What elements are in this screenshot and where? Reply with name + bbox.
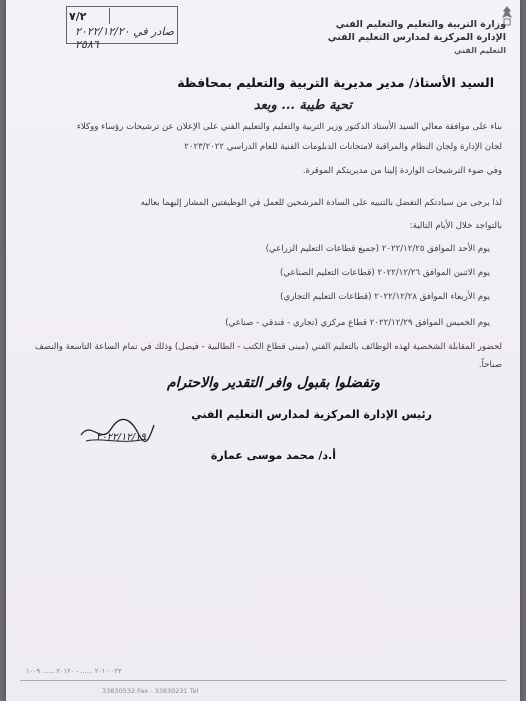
reference-number: ٧/٢ xyxy=(69,10,87,23)
signatory-title: رئيس الإدارة المركزية لمدارس التعليم الفني xyxy=(191,408,432,421)
footer-contact-line: ٠٢٢ ٢٠١٠ ...... - ٢٠١٢٠ ...... ١٠٠٩ xyxy=(26,667,122,675)
ministry-name: وزارة التربية والتعليم والتعليم الفني xyxy=(335,19,506,30)
schedule-day-item: يوم الأحد الموافق ٢٠٢٢/١٢/٢٥ (جميع قطاعات التعليم الزراعي) xyxy=(265,244,490,254)
closing-line: وتفضلوا بقبول وافر التقدير والاحترام xyxy=(166,375,380,391)
schedule-day-item: يوم الاثنين الموافق ٢٠٢٢/١٢/٢٦ (قطاعات التعليم الصناعي) xyxy=(280,268,490,278)
request-line: لذا يرجى من سيادتكم التفضل بالتنبيه على السادة المرشحين للعمل في الوظيفتين المشار إليهما بعاليه xyxy=(140,198,502,208)
signatory-name: أ.د/ محمد موسى عمارة xyxy=(210,449,336,462)
greeting: تحية طيبة ... وبعد xyxy=(253,98,352,113)
reference-stamp xyxy=(66,6,178,51)
request-line: بالتواجد خلال الأيام التالية: xyxy=(409,221,502,231)
ministry-header xyxy=(306,18,506,57)
reference-date-handwritten: صادر في ٢٠٢٢/١٢/٢٠ ٢٥٨٦ xyxy=(75,25,175,51)
letter-page xyxy=(6,0,520,701)
signature-date-handwritten: ٢٠٢٢/١٢/١٩ xyxy=(96,432,146,443)
footer-divider xyxy=(20,680,506,681)
department-subtitle: التعليم الفني xyxy=(454,46,506,55)
attendance-line: صباحاً. xyxy=(478,360,502,370)
attendance-line: لحضور المقابلة الشخصية لهذه الوظائف بالتعليم الفني (مبنى قطاع الكتب - الطالبية - فيصل) وذلك في تمام الساعة التاسعة والنصف xyxy=(34,342,502,352)
schedule-day-item: يوم الأربعاء الموافق ٢٠٢٢/١٢/٢٨ (قطاعات التعليم التجاري) xyxy=(280,292,490,302)
body-line: بناء على موافقة معالي السيد الأستاذ الدكتور وزير التربية والتعليم والتعليم الفني على الإعلان عن ترشيحات رؤساء ووكلاء xyxy=(76,122,502,132)
central-administration-name: الإدارة المركزية لمدارس التعليم الفني xyxy=(327,32,506,43)
addressee-line: السيد الأستاذ/ مدير مديرية التربية والتعليم بمحافظة xyxy=(177,75,494,90)
body-line: لجان الإدارة ولجان النظام والمراقبة لامتحانات الدبلومات الفنية للعام الدراسي ٢٠٢٣/٢٠٢٢ xyxy=(184,142,502,152)
body-line: وفي ضوء الترشيحات الواردة إلينا من مديريتكم الموقرة. xyxy=(302,166,502,176)
schedule-day-item: يوم الخميس الموافق ٢٠٢٢/١٢/٢٩ قطاع مركزي (تجاري - فندقي - صناعي) xyxy=(225,318,490,328)
footer-phone-fax: 33830532 Fax - 33830231 Tel xyxy=(102,687,199,695)
stamp-divider xyxy=(109,8,110,24)
